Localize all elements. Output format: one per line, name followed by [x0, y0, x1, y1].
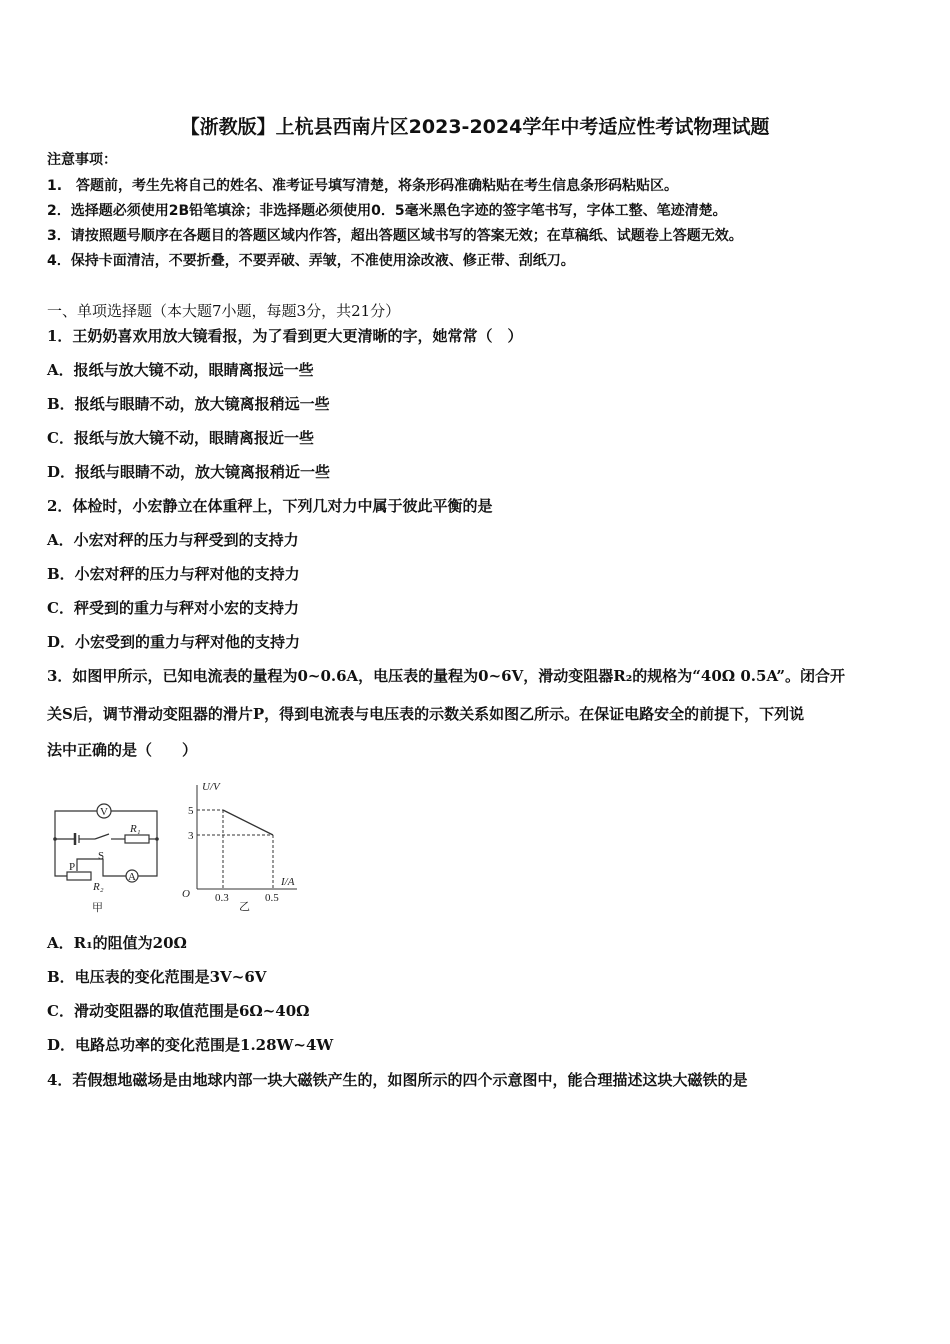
- origin-label: O: [182, 888, 190, 900]
- q2-option-b: B．小宏对秤的压力与秤对他的支持力: [47, 565, 300, 583]
- q3-option-b: B．电压表的变化范围是3V~6V: [47, 968, 267, 986]
- ammeter-label: A: [128, 871, 136, 883]
- q2-option-d: D．小宏受到的重力与秤对他的支持力: [47, 633, 301, 651]
- q1-option-a: A．报纸与放大镜不动，眼睛离报远一些: [47, 361, 314, 379]
- r1-label: R₁: [130, 823, 141, 835]
- section-heading: 一、单项选择题（本大题7小题，每题3分，共21分）: [47, 302, 401, 320]
- q3-figure: [35, 773, 315, 918]
- question-2-stem: 2．体检时，小宏静立在体重秤上，下列几对力中属于彼此平衡的是: [47, 497, 493, 515]
- figure-b-caption: 乙: [239, 901, 250, 913]
- q1-option-b: B．报纸与眼睛不动，放大镜离报稍远一些: [47, 395, 330, 413]
- question-3-stem: 3．如图甲所示，已知电流表的量程为0~0.6A，电压表的量程为0~6V，滑动变阻器R₂的规格为“40Ω 0.5A”。闭合开: [47, 667, 845, 685]
- data-line: [223, 810, 273, 835]
- q1-option-d: D．报纸与眼睛不动，放大镜离报稍近一些: [47, 463, 331, 481]
- figure-a-caption: 甲: [92, 902, 103, 914]
- question-4-stem: 4．若假想地磁场是由地球内部一块大磁铁产生的，如图所示的四个示意图中，能合理描述这块大磁铁的是: [47, 1071, 748, 1089]
- voltmeter-label: V: [100, 806, 108, 818]
- note-item: 1. 答题前，考生先将自己的姓名、准考证号填写清楚，将条形码准确粘贴在考生信息条形码粘贴区。: [47, 178, 679, 194]
- y-axis-label: U/V: [202, 781, 220, 793]
- x-axis-label: I/A: [281, 876, 295, 888]
- notes-heading: 注意事项：: [47, 152, 117, 168]
- x-tick: 0.3: [215, 892, 229, 904]
- x-tick: 0.5: [265, 892, 279, 904]
- question-3-stem: 法中正确的是（ ）: [47, 741, 198, 759]
- question-3-stem: 关S后，调节滑动变阻器的滑片P，得到电流表与电压表的示数关系如图乙所示。在保证电路安全的前提下，下列说: [47, 705, 805, 723]
- slider-label: P: [69, 861, 76, 873]
- q3-option-c: C．滑动变阻器的取值范围是6Ω~40Ω: [47, 1002, 310, 1020]
- q2-option-c: C．秤受到的重力与秤对小宏的支持力: [47, 599, 299, 617]
- page-title: 【浙教版】上杭县西南片区2023-2024学年中考适应性考试物理试题: [180, 116, 770, 138]
- y-tick: 5: [188, 805, 194, 817]
- u-i-graph: [197, 785, 297, 889]
- q1-option-c: C．报纸与放大镜不动，眼睛离报近一些: [47, 429, 314, 447]
- question-1-stem: 1．王奶奶喜欢用放大镜看报，为了看到更大更清晰的字，她常常（ ）: [47, 327, 523, 345]
- resistor-r2: [67, 872, 91, 880]
- note-item: 2．选择题必须使用2B铅笔填涂；非选择题必须使用0．5毫米黑色字迹的签字笔书写，字体工整、笔迹清楚。: [47, 203, 727, 219]
- r2-label: R₂: [93, 881, 104, 893]
- q3-option-d: D．电路总功率的变化范围是1.28W~4W: [47, 1036, 334, 1054]
- q2-option-a: A．小宏对秤的压力与秤受到的支持力: [47, 531, 299, 549]
- switch-icon: [95, 834, 109, 839]
- note-item: 4．保持卡面清洁，不要折叠，不要弄破、弄皱，不准使用涂改液、修正带、刮纸刀。: [47, 253, 575, 269]
- y-tick: 3: [188, 830, 194, 842]
- switch-label: S: [98, 850, 105, 862]
- q3-option-a: A．R₁的阻值为20Ω: [47, 934, 187, 952]
- resistor-r1: [125, 835, 149, 843]
- note-item: 3．请按照题号顺序在各题目的答题区域内作答，超出答题区域书写的答案无效；在草稿纸、试题卷上答题无效。: [47, 228, 743, 244]
